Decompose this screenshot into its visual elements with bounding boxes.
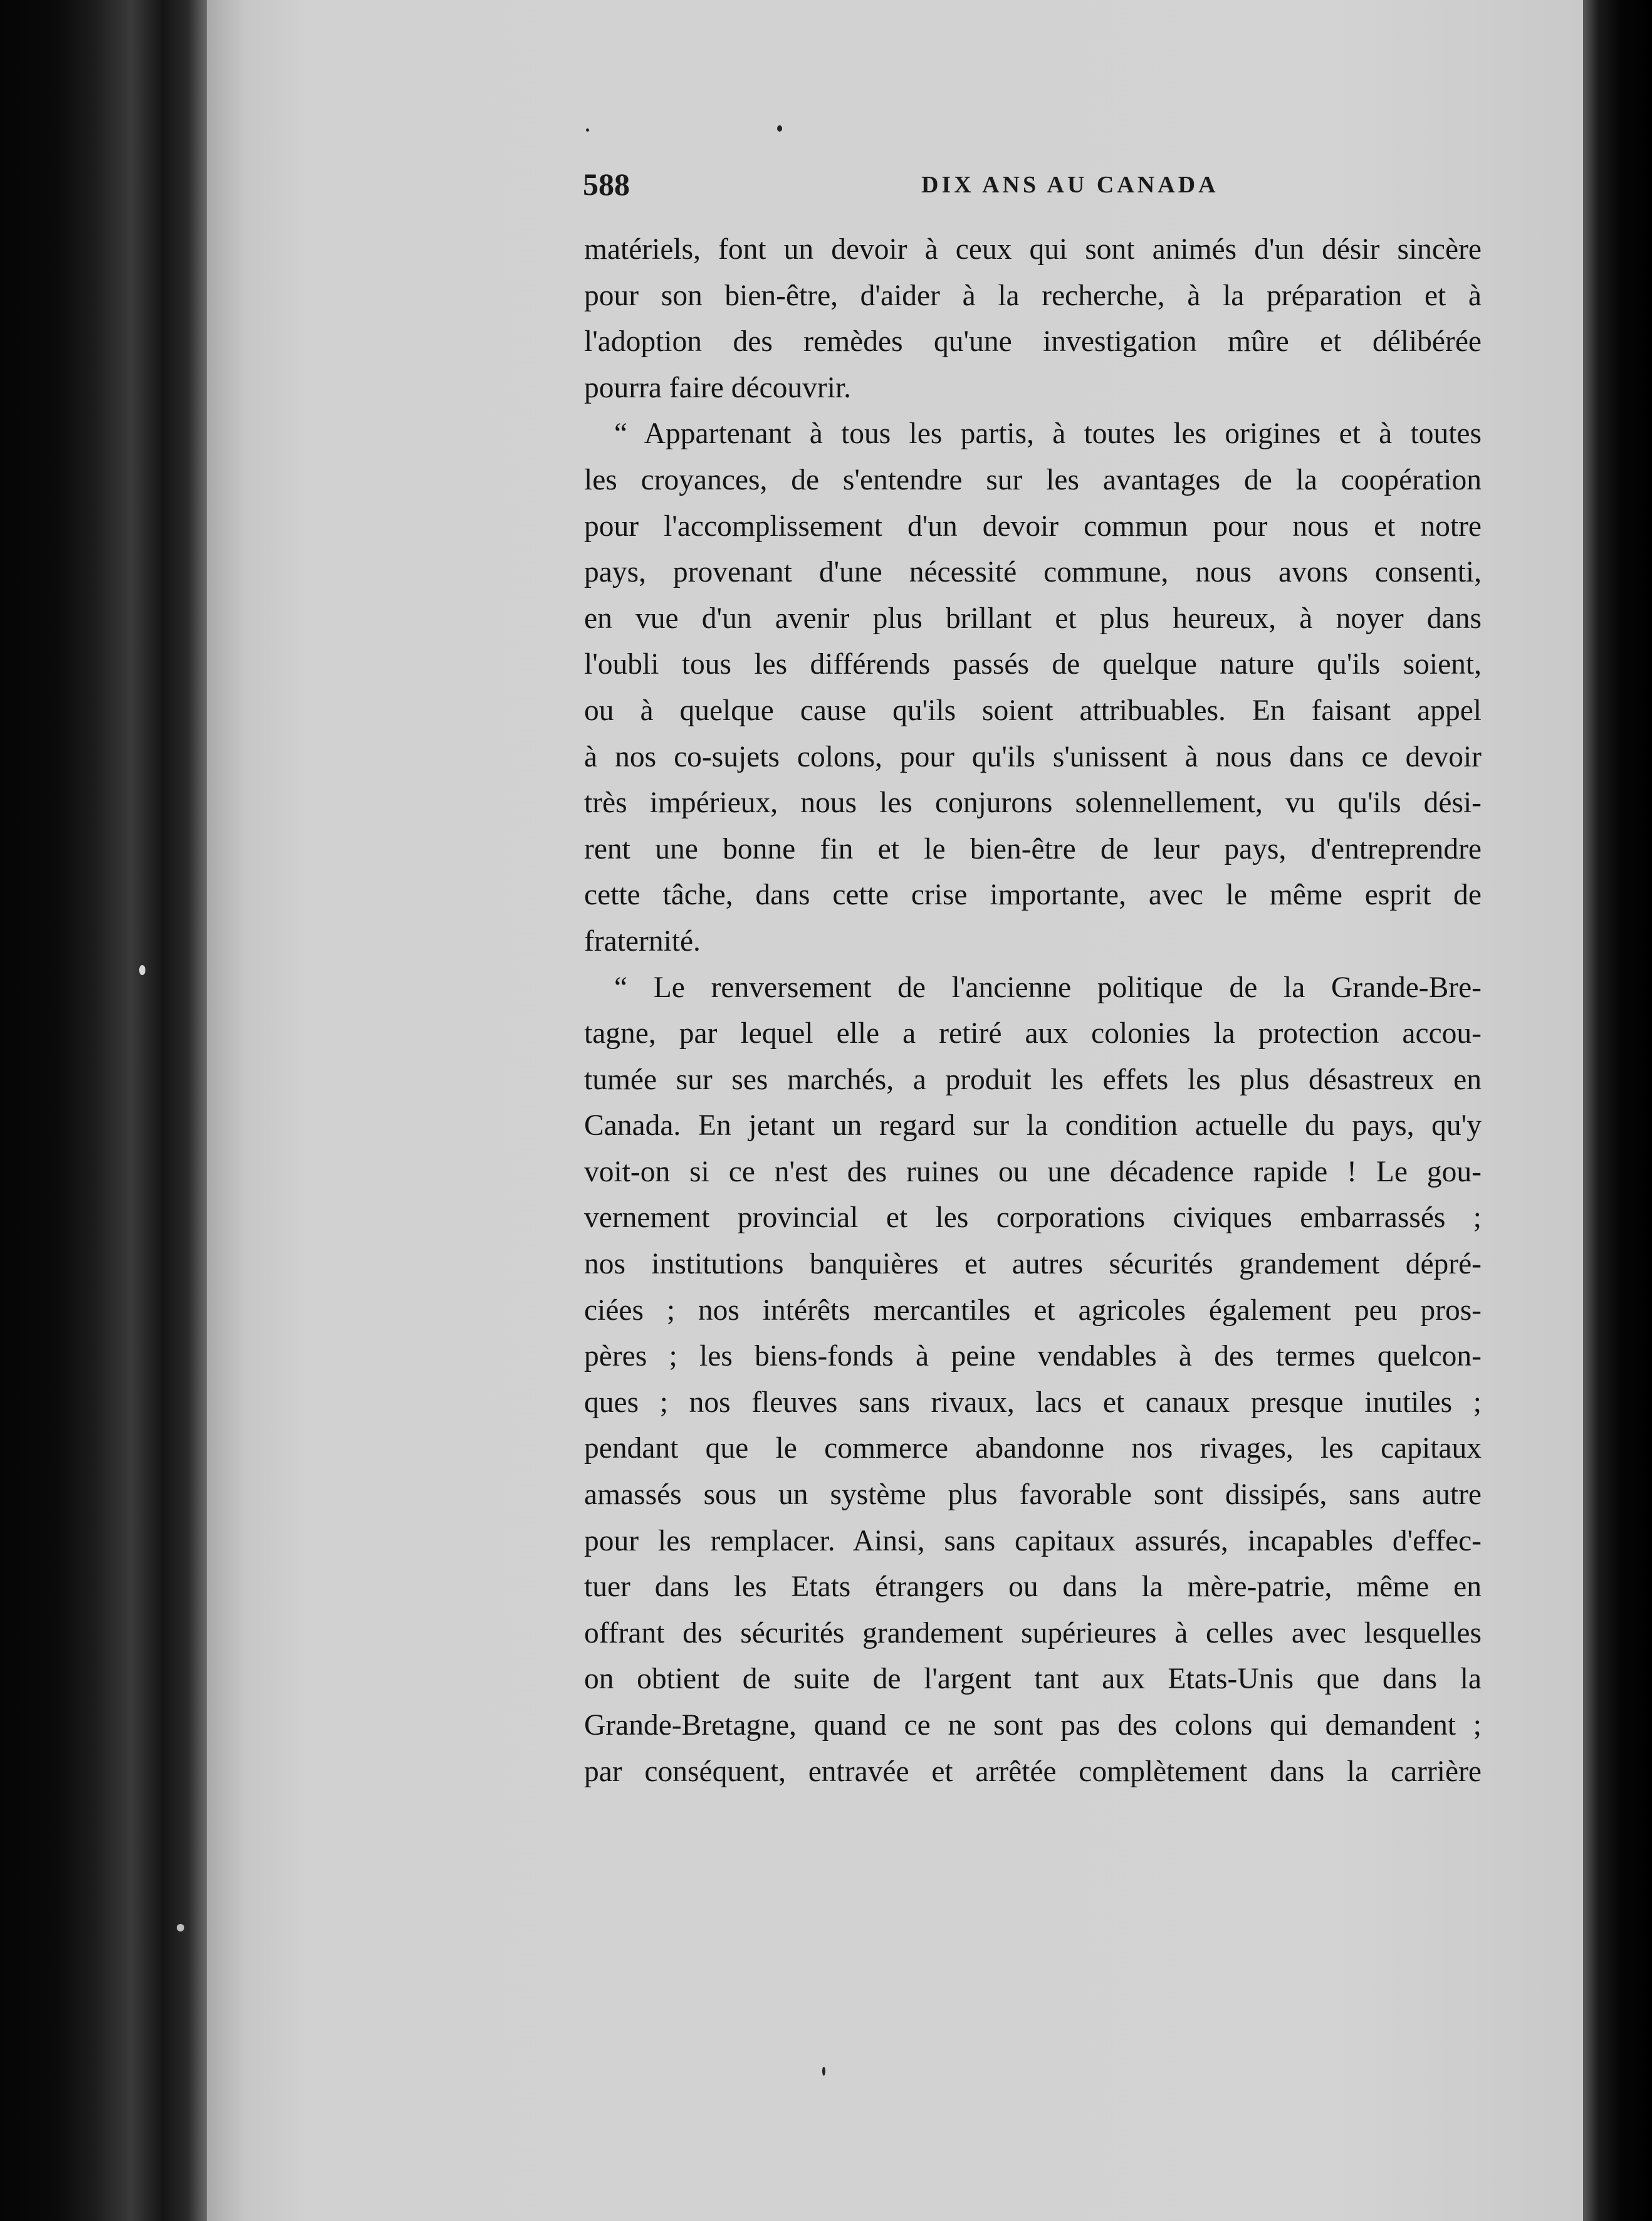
text-line: pour l'accomplissement d'un devoir commun pour nous et notre	[584, 510, 1482, 543]
text-line: les croyances, de s'entendre sur les avantages de la coopération	[584, 463, 1482, 496]
page-number: 588	[583, 167, 630, 202]
text-line: “ Le renversement de l'ancienne politique de la Grande-Bre-	[614, 971, 1482, 1004]
body-text	[584, 227, 1482, 1795]
text-line: nos institutions banquières et autres sécurités grandement dépré-	[584, 1248, 1482, 1281]
text-line: ciées ; nos intérêts mercantiles et agricoles également peu pros-	[584, 1293, 1482, 1327]
text-line: offrant des sécurités grandement supérieures à celles avec lesquelles	[584, 1616, 1482, 1649]
text-line: “ Appartenant à tous les partis, à toutes les origines et à toutes	[614, 417, 1482, 451]
text-line: tuer dans les Etats étrangers ou dans la mère-patrie, même en	[584, 1570, 1482, 1604]
text-line: matériels, font un devoir à ceux qui sont animés d'un désir sincère	[584, 233, 1482, 266]
scan-edge-left	[0, 0, 213, 2221]
text-line: on obtient de suite de l'argent tant aux Etats-Unis que dans la	[584, 1663, 1482, 1696]
page-header	[583, 166, 1485, 216]
text-line: pour son bien-être, d'aider à la recherche, à la préparation et à	[584, 279, 1482, 312]
scan-edge-right	[1583, 0, 1652, 2221]
text-line: amassés sous un système plus favorable sont dissipés, sans autre	[584, 1478, 1482, 1512]
text-line: Canada. En jetant un regard sur la condition actuelle du pays, qu'y	[584, 1109, 1482, 1142]
text-line: rent une bonne fin et le bien-être de leur pays, d'entreprendre	[584, 832, 1482, 865]
text-line: par conséquent, entravée et arrêtée complètement dans la carrière	[584, 1755, 1482, 1788]
scan-speck	[586, 128, 589, 132]
text-line: à nos co-sujets colons, pour qu'ils s'unissent à nous dans ce devoir	[584, 740, 1482, 773]
text-line: ou à quelque cause qu'ils soient attribuables. En faisant appel	[584, 694, 1482, 727]
running-head: DIX ANS AU CANADA	[921, 172, 1219, 198]
text-line: pères ; les biens-fonds à peine vendables à des termes quelcon-	[584, 1340, 1482, 1373]
text-line: ques ; nos fleuves sans rivaux, lacs et canaux presque inutiles ;	[584, 1386, 1482, 1419]
scan-speck	[139, 965, 145, 975]
scan-speck	[822, 2067, 825, 2076]
text-line: fraternité.	[584, 924, 701, 958]
text-line: pays, provenant d'une nécessité commune, nous avons consenti,	[584, 556, 1482, 589]
text-line: tumée sur ses marchés, a produit les effets les plus désastreux en	[584, 1063, 1482, 1096]
text-line: vernement provincial et les corporations civiques embarrassés ;	[584, 1201, 1482, 1235]
text-line: en vue d'un avenir plus brillant et plus heureux, à noyer dans	[584, 602, 1482, 635]
text-line: tagne, par lequel elle a retiré aux colonies la protection accou-	[584, 1017, 1482, 1050]
scan-speck	[177, 1924, 184, 1931]
text-line: l'oubli tous les différends passés de quelque nature qu'ils soient,	[584, 648, 1482, 681]
text-line: pour les remplacer. Ainsi, sans capitaux assurés, incapables d'effec-	[584, 1524, 1482, 1557]
text-line: voit-on si ce n'est des ruines ou une décadence rapide ! Le gou-	[584, 1155, 1482, 1188]
text-line: pourra faire découvrir.	[584, 371, 851, 404]
scan-speck	[777, 125, 782, 132]
text-line: pendant que le commerce abandonne nos rivages, les capitaux	[584, 1432, 1482, 1465]
text-line: cette tâche, dans cette crise importante, avec le même esprit de	[584, 879, 1482, 912]
text-line: Grande-Bretagne, quand ce ne sont pas des colons qui demandent ;	[584, 1709, 1482, 1742]
text-line: l'adoption des remèdes qu'une investigation mûre et délibérée	[584, 325, 1482, 358]
text-line: très impérieux, nous les conjurons solennellement, vu qu'ils dési-	[584, 786, 1482, 820]
